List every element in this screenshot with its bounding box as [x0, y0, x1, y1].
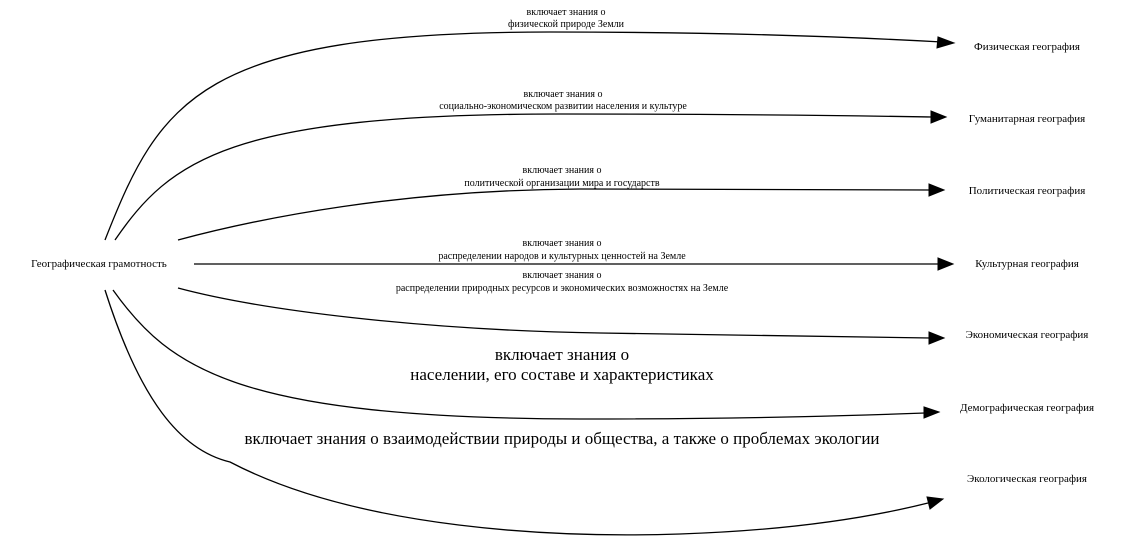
- edge-label-physical-line2: физической природе Земли: [507, 19, 625, 30]
- edge-label-economic-line1: включает знания о: [522, 270, 602, 281]
- node-ecological-geography: Экологическая география: [967, 473, 1087, 485]
- node-demographic-geography: Демографическая география: [959, 402, 1095, 414]
- arrowhead: [929, 184, 944, 196]
- edge-label-demographic-line2: населении, его составе и характеристиках: [410, 365, 714, 384]
- edge-label-political-line2: политической организации мира и государств: [464, 178, 660, 189]
- node-economic-geography: Экономическая география: [965, 329, 1089, 341]
- node-political-geography: Политическая география: [968, 185, 1086, 197]
- arrowhead: [924, 407, 939, 418]
- edge-label-cultural-line2: распределении народов и культурных ценностей на Земле: [438, 251, 686, 262]
- node-physical-geography: Физическая география: [974, 41, 1080, 53]
- edge-label-demographic-line1: включает знания о: [494, 345, 630, 364]
- edge-label-physical-line1: включает знания о: [526, 7, 606, 18]
- edge-ecological: [105, 290, 928, 535]
- arrowhead: [929, 332, 944, 344]
- arrowhead: [931, 111, 946, 123]
- edge-economic: [178, 288, 930, 338]
- edge-label-cultural-line1: включает знания о: [522, 238, 602, 249]
- edge-label-political-line1: включает знания о: [522, 165, 602, 176]
- edge-label-economic-line2: распределении природных ресурсов и экономических возможностях на Земле: [395, 283, 729, 294]
- arrowhead: [937, 37, 954, 48]
- edge-physical: [105, 32, 942, 240]
- arrowhead: [938, 258, 953, 270]
- node-cultural-geography: Культурная география: [975, 258, 1079, 270]
- arrowhead: [927, 497, 943, 509]
- edge-label-ecological: включает знания о взаимодействии природы и общества, а также о проблемах экологии: [244, 429, 880, 448]
- node-geographic-literacy: Географическая грамотность: [31, 258, 167, 270]
- edge-label-humanitarian-line2: социально-экономическом развитии населения и культуре: [439, 101, 687, 112]
- edge-label-humanitarian-line1: включает знания о: [523, 89, 603, 100]
- edge-humanitarian: [115, 114, 932, 240]
- edge-political: [178, 189, 930, 240]
- node-humanitarian-geography: Гуманитарная география: [968, 113, 1086, 125]
